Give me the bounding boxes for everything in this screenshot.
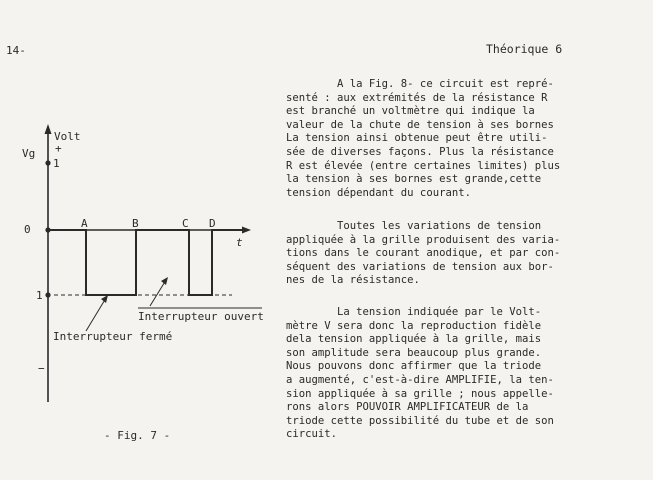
tick-dot-minus-one	[45, 292, 50, 297]
minus-sign: −	[38, 362, 45, 375]
tick-label-minus-one: 1	[36, 289, 43, 302]
zero-label: 0	[24, 223, 31, 236]
tick-label-plus-one: 1	[53, 157, 60, 170]
figure-caption: - Fig. 7 -	[104, 429, 171, 442]
open-switch-leader	[150, 280, 166, 306]
y-axis-symbol: Vg	[22, 147, 36, 160]
page-number: 14-	[6, 44, 26, 57]
point-label-b: B	[132, 217, 139, 230]
closed-switch-arrowhead	[101, 295, 108, 303]
point-label-c: C	[182, 217, 189, 230]
label-closed-switch: Interrupteur fermé	[53, 330, 173, 343]
point-label-a: A	[81, 217, 88, 230]
time-label: t	[236, 236, 243, 249]
point-label-d: D	[209, 217, 216, 230]
closed-switch-leader	[86, 298, 106, 331]
y-axis-unit: Volt	[54, 130, 81, 143]
paragraph-2: Toutes les variations de tension appliquée à la grille produisent des varia- tions dans le courant anodique, et par con- séquent des variations de tension aux bor- nes de la résistance.	[286, 220, 561, 287]
label-open-switch: Interrupteur ouvert	[138, 310, 264, 323]
tick-dot-plus-one	[45, 160, 50, 165]
y-axis-arrow	[45, 124, 52, 134]
plus-sign: +	[55, 142, 62, 155]
paragraph-1: A la Fig. 8- ce circuit est repré- senté : aux extrémités de la résistance R est branché un voltmètre qui indique la valeur de la chute de tension à ses bornes La tension ainsi obtenue peut être utili- sée de diverses façons. Plus la résistance R est élevée (entre certaines limites) plus la tension à ses bornes est grande,cette tension dépendant du courant.	[286, 78, 561, 199]
open-switch-arrowhead	[161, 277, 168, 285]
paragraph-3: La tension indiquée par le Volt- mètre V sera donc la reproduction fidèle dela tension appliquée à la grille, mais son amplitude sera beaucoup plus grande. Nous pouvons donc affirmer que la triode a augmenté, c'est-à-dire AMPLIFIE, la ten- sion appliquée à sa grille ; nous appelle- rons alors POUVOIR AMPLIFICATEUR de la triode cette possibilité du tube et de son circuit.	[286, 306, 554, 441]
section-title: Théorique 6	[486, 42, 563, 56]
grid-voltage-waveform	[48, 230, 246, 295]
